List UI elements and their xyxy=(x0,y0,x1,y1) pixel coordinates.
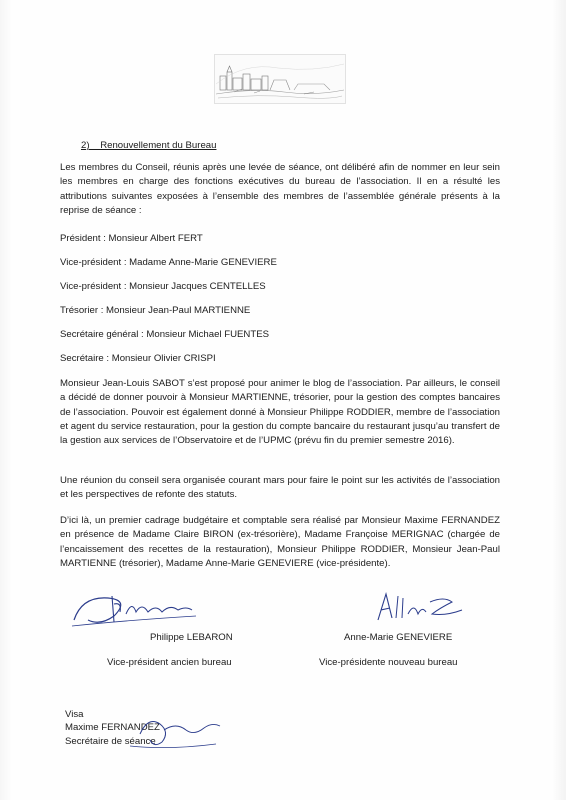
appointment-general-secretary: Secrétaire général : Monsieur Michael FUENTES xyxy=(60,329,270,340)
signatory-name-lebaron: Philippe LEBARON xyxy=(150,632,233,643)
paragraph-mandates: Monsieur Jean-Louis SABOT s’est proposé pour animer le blog de l’association. Par ailleurs, le conseil a décidé de donner pouvoir à Monsieur MARTIENNE, trésorier, pour la gestion des comptes bancaires de l’association. Pouvoir est également donné à Monsieur Philippe RODDIER, membre de l’association et agent du service restauration, pour la gestion du compte bancaire du restaurant jusqu’au transfert de la gestion aux services de l’Observatoire et de l’UPMC (prévu fin du premier semestre 2016). xyxy=(60,378,500,447)
paragraph-intro: Les membres du Conseil, réunis après une levée de séance, ont délibéré afin de nommer en leur sein les membres en charge des fonctions exécutives du bureau de l’association. Il en a résulté les attributions suivantes exposées à l’ensemble des membres de l’assemblée générale présents à la reprise de séance : xyxy=(60,162,500,216)
signature-lebaron xyxy=(70,590,200,632)
paragraph-next-meeting: Une réunion du conseil sera organisée courant mars pour faire le point sur les activités de l’association et les perspectives de refonte des statuts. xyxy=(60,475,500,501)
visa-label: Visa xyxy=(65,709,84,720)
appointment-president: Président : Monsieur Albert FERT xyxy=(60,233,203,244)
appointment-treasurer: Trésorier : Monsieur Jean-Paul MARTIENNE xyxy=(60,305,251,316)
signature-fernandez xyxy=(120,704,230,754)
section-heading: 2) Renouvellement du Bureau xyxy=(81,140,217,151)
visa-role: Secrétaire de séance xyxy=(65,736,156,747)
signature-geneviere xyxy=(370,588,470,628)
signatory-role-lebaron: Vice-président ancien bureau xyxy=(107,657,232,668)
signatory-name-geneviere: Anne-Marie GENEVIERE xyxy=(344,632,453,643)
appointment-secretary: Secrétaire : Monsieur Olivier CRISPI xyxy=(60,353,216,364)
appointment-vice-president-2: Vice-président : Monsieur Jacques CENTELLES xyxy=(60,281,266,292)
signatory-role-geneviere: Vice-présidente nouveau bureau xyxy=(319,657,458,668)
paragraph-budget: D’ici là, un premier cadrage budgétaire et comptable sera réalisé par Monsieur Maxime FERNANDEZ en présence de Madame Claire BIRON (ex-trésorière), Madame Françoise MERIGNAC (chargée de l’encaissement des recettes de la restauration), Monsieur Philippe RODDIER, Monsieur Jean-Paul MARTIENNE (trésorier), Madame Anne-Marie GENEVIERE (vice-présidente). xyxy=(60,515,500,569)
appointment-vice-president-1: Vice-président : Madame Anne-Marie GENEVIERE xyxy=(60,257,277,268)
header-logo-image xyxy=(214,54,346,104)
visa-name: Maxime FERNANDEZ xyxy=(65,722,160,733)
